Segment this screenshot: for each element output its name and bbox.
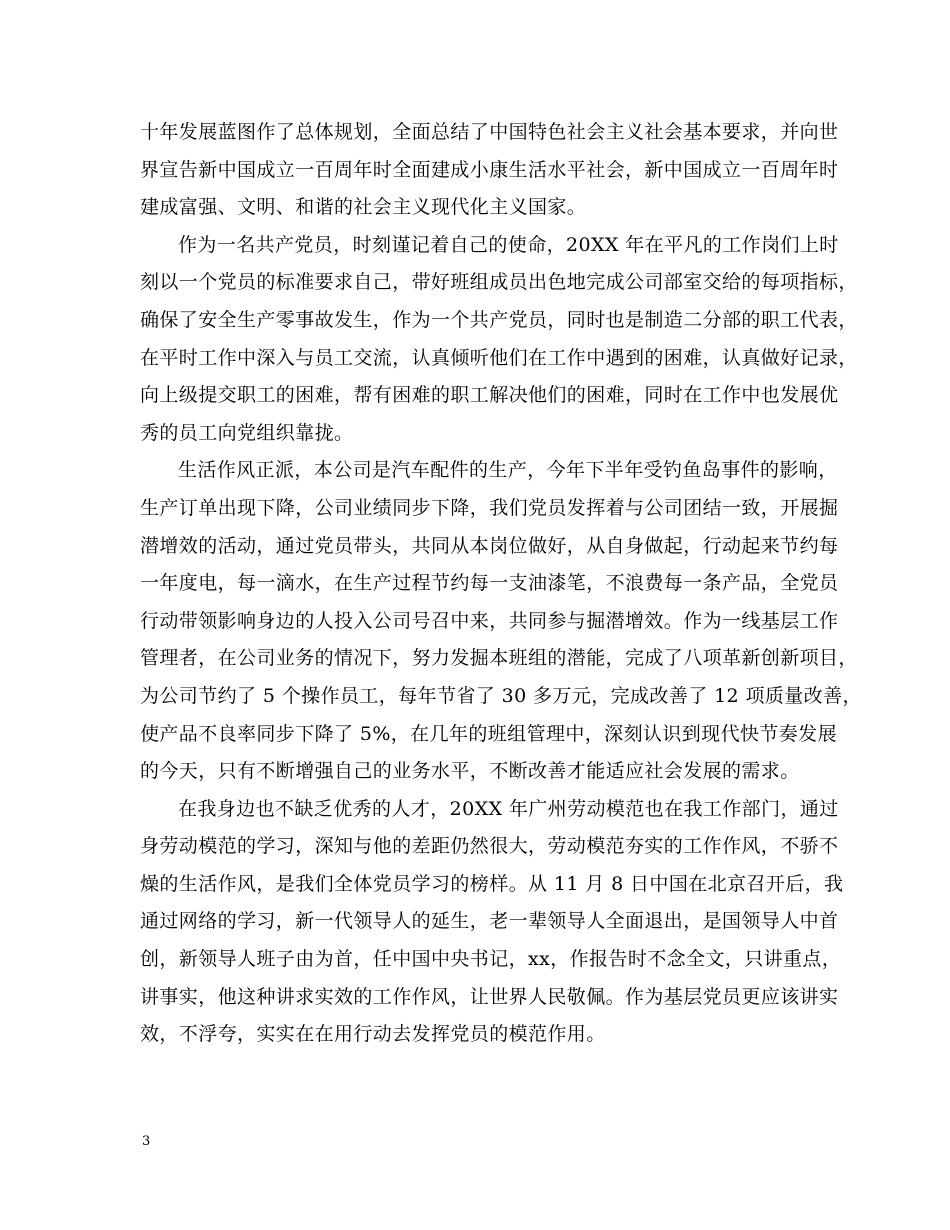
- text-line: 创，新领导人班子由为首，任中国中央书记，xx，作报告时不念全文，只讲重点，: [140, 948, 842, 971]
- text-line: 的今天，只有不断增强自己的业务水平，不断改善才能适应社会发展的需求。: [140, 760, 800, 783]
- text-line: 确保了安全生产零事故发生，作为一个共产党员，同时也是制造二分部的职工代表，: [140, 308, 858, 331]
- text-line: 一年度电，每一滴水，在生产过程节约每一支油漆笔，不浪费每一条产品，全党员: [140, 572, 839, 595]
- text-line: 身劳动模范的学习，深知与他的差距仍然很大，劳动模范夯实的工作作风，不骄不: [140, 835, 839, 858]
- text-line: 刻以一个党员的标准要求自己，带好班组成员出色地完成公司部室交给的每项指标，: [140, 271, 858, 294]
- paragraph-first-line: 生活作风正派，本公司是汽车配件的生产，今年下半年受钓鱼岛事件的影响，: [178, 459, 838, 482]
- paragraph-first-line: 在我身边也不缺乏优秀的人才，20XX 年广州劳动模范也在我工作部门，通过: [178, 797, 839, 820]
- text-line: 通过网络的学习，新一代领导人的延生，老一辈领导人全面退出，是国领导人中首: [140, 910, 839, 933]
- text-line: 在平时工作中深入与员工交流，认真倾听他们在工作中遇到的困难，认真做好记录，: [140, 346, 858, 369]
- text-line: 使产品不良率同步下降了 5%，在几年的班组管理中，深刻认识到现代快节奏发展: [140, 722, 837, 745]
- page-number: 3: [142, 1134, 151, 1149]
- text-line: 十年发展蓝图作了总体规划，全面总结了中国特色社会主义社会基本要求，并向世: [140, 121, 839, 143]
- paragraph-first-line: 作为一名共产党员，时刻谨记着自己的使命，20XX 年在平凡的工作岗们上时: [178, 233, 839, 256]
- text-line: 潜增效的活动，通过党员带头，共同从本岗位做好，从自身做起，行动起来节约每: [140, 534, 839, 557]
- text-line: 效，不浮夸，实实在在用行动去发挥党员的模范作用。: [140, 1023, 606, 1046]
- text-line: 建成富强、文明、和谐的社会主义现代化主义国家。: [140, 196, 587, 219]
- text-line: 行动带领影响身边的人投入公司号召中来，共同参与掘潜增效。作为一线基层工作: [140, 609, 839, 632]
- text-line: 秀的员工向党组织靠拢。: [140, 421, 354, 444]
- document-body: [140, 114, 862, 1054]
- text-line: 燥的生活作风，是我们全体党员学习的榜样。从 11 月 8 日中国在北京召开后，我: [140, 872, 844, 895]
- text-line: 管理者，在公司业务的情况下，努力发掘本班组的潜能，完成了八项革新创新项目，: [140, 647, 858, 670]
- text-line: 讲事实，他这种讲求实效的工作作风，让世界人民敬佩。作为基层党员更应该讲实: [140, 985, 839, 1008]
- text-line: 向上级提交职工的困难，帮有困难的职工解决他们的困难，同时在工作中也发展优: [140, 384, 839, 407]
- text-line: 为公司节约了 5 个操作员工，每年节省了 30 多万元，完成改善了 12 项质量改善，: [140, 684, 862, 707]
- text-line: 生产订单出现下降，公司业绩同步下降，我们党员发挥着与公司团结一致，开展掘: [140, 496, 839, 519]
- text-line: 界宣告新中国成立一百周年时全面建成小康生活水平社会，新中国成立一百周年时: [140, 158, 839, 181]
